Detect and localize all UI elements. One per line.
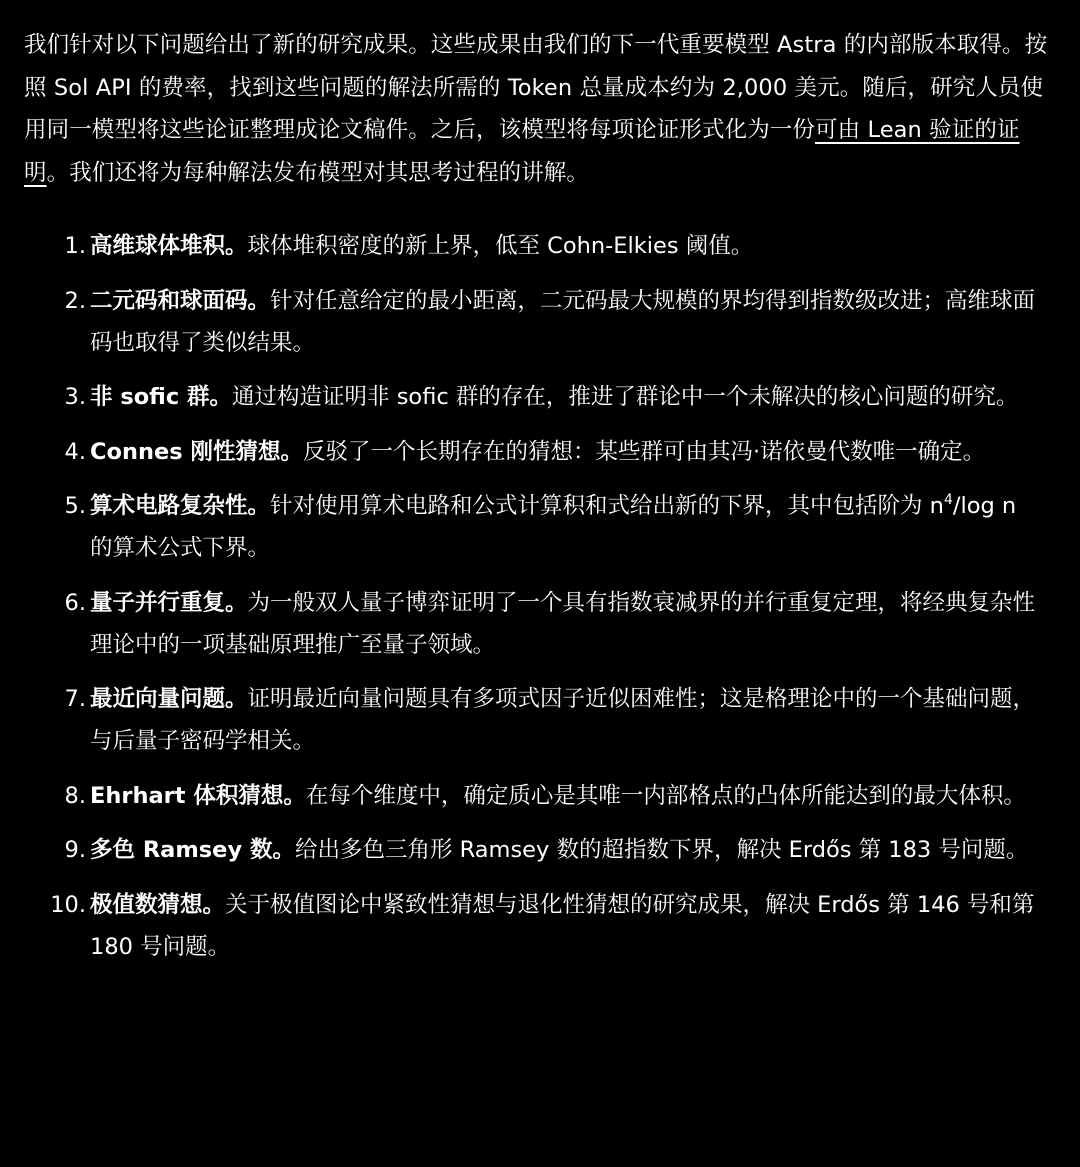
- intro-paragraph: [24, 24, 1056, 194]
- intro-text: 我们针对以下问题给出了新的研究成果。这些成果由我们的下一代重要模型 Astra 的内部版本取得。按照 Sol API 的费率，找到这些问题的解法所需的 Token 总量成本约为 2,000 美元。随后，研究人员使用同一模型将这些论证整理成论文稿件。之后，该模型将每项论证形式化为一份: [24, 32, 1048, 144]
- item-title: Ehrhart 体积猜想。: [90, 782, 306, 809]
- item-title: 量子并行重复。: [90, 589, 248, 616]
- item-number: 7.: [64, 686, 86, 712]
- item-number: 2.: [64, 287, 86, 314]
- item-title: 二元码和球面码。: [90, 287, 271, 314]
- item-body: 关于极值图论中紧致性猜想与退化性猜想的研究成果，解决 Erdős 第 146 号和第 180 号问题。: [90, 891, 1035, 960]
- lean-proof-link[interactable]: 可由 Lean 验证的证明: [24, 117, 1020, 186]
- item-body-end: /log n 的算术公式下界。: [90, 493, 1017, 561]
- item-title: 非 sofic 群。: [90, 384, 233, 410]
- list-item: [0, 431, 1080, 473]
- item-title: 最近向量问题。: [90, 686, 248, 712]
- item-body: 反驳了一个长期存在的猜想：某些群可由其冯·诺依曼代数唯一确定。: [303, 438, 986, 465]
- item-title: 多色 Ramsey 数。: [90, 837, 295, 863]
- list-item: [0, 678, 1080, 762]
- item-number: 4.: [64, 438, 86, 465]
- item-body: 针对使用算术电路和公式计算积和式给出新的下界，其中包括阶为 n: [270, 493, 944, 519]
- list-item: [0, 829, 1080, 871]
- intro-text-end: 。我们还将为每种解法发布模型对其思考过程的讲解。: [46, 159, 590, 186]
- list-item: [0, 582, 1080, 666]
- exponent: 4: [943, 492, 953, 508]
- item-number: 10.: [50, 891, 86, 918]
- item-body: 在每个维度中，确定质心是其唯一内部格点的凸体所能达到的最大体积。: [305, 782, 1026, 809]
- list-item: [0, 485, 1080, 569]
- list-item: [0, 225, 1080, 267]
- item-body: 球体堆积密度的新上界，低至 Cohn-Elkies 阈值。: [247, 233, 754, 259]
- item-title: 高维球体堆积。: [90, 233, 248, 259]
- item-number: 9.: [64, 837, 86, 863]
- list-item: [0, 775, 1080, 817]
- item-body: 通过构造证明非 sofic 群的存在，推进了群论中一个未解决的核心问题的研究。: [232, 384, 1019, 410]
- item-body: 为一般双人量子博弈证明了一个具有指数衰减界的并行重复定理，将经典复杂性理论中的一项基础原理推广至量子领域。: [90, 589, 1036, 658]
- item-title: 极值数猜想。: [90, 891, 226, 918]
- item-title: Connes 刚性猜想。: [90, 438, 303, 465]
- item-number: 3.: [64, 384, 86, 410]
- list-item: [0, 376, 1080, 418]
- item-body: 给出多色三角形 Ramsey 数的超指数下界，解决 Erdős 第 183 号问题。: [294, 837, 1029, 863]
- item-body: 针对任意给定的最小距离，二元码最大规模的界均得到指数级改进；高维球面码也取得了类似结果。: [90, 287, 1036, 356]
- item-title: 算术电路复杂性。: [90, 493, 271, 519]
- item-number: 6.: [64, 589, 86, 616]
- item-body: 证明最近向量问题具有多项式因子近似困难性；这是格理论中的一个基础问题，与后量子密码学相关。: [90, 686, 1036, 754]
- item-number: 5.: [64, 493, 86, 519]
- item-number: 1.: [64, 233, 86, 259]
- list-item: [0, 884, 1080, 968]
- item-number: 8.: [64, 782, 86, 809]
- list-item: [0, 280, 1080, 364]
- results-list: [0, 225, 1080, 980]
